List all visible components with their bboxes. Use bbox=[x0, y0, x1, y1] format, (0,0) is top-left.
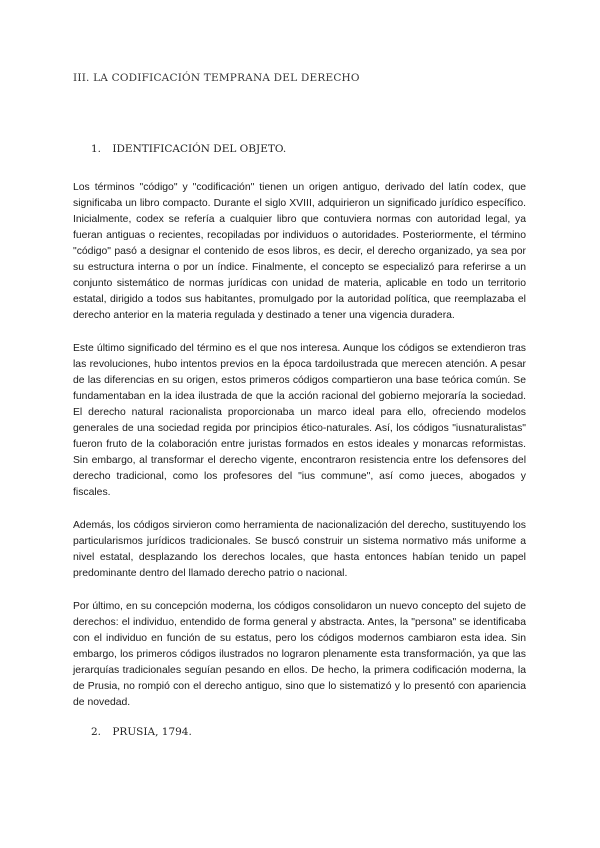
paragraph: Los términos "código" y "codificación" tienen un origen antiguo, derivado del latín codex, que significaba un libro compacto. Durante el siglo XVIII, adquirieron un significado jurídico específico. Inicialmente, codex se refería a cualquier libro que contuviera normas con autoridad legal, ya fueran antiguas o recientes, recopiladas por individuos o autoridades. Posteriormente, el término "código" pasó a designar el contenido de esos libros, es decir, el derecho organizado, ya sea por su estructura interna o por un índice. Finalmente, el concepto se especializó para referirse a un conjunto sistemático de normas jurídicas con unidad de materia, aplicable en todo un territorio estatal, dirigido a todos sus habitantes, promulgado por la autoridad política, que reemplazaba el derecho anterior en la materia regulada y destinado a tener una vigencia duradera. bbox=[73, 182, 526, 321]
paragraph: Este último significado del término es el que nos interesa. Aunque los códigos se extendieron tras las revoluciones, hubo intentos previos en la época tardoilustrada que merecen atención. A pesar de las diferencias en su origen, estos primeros códigos compartieron una base teórica común. Se fundamentaban en la idea ilustrada de que la acción racional del gobierno mejoraría la sociedad. El derecho natural racionalista proporcionaba un marco ideal para ello, ofreciendo modelos generales de una sociedad regida por principios ético-naturales. Así, los códigos "iusnaturalistas" fueron fruto de la colaboración entre juristas formados en estos ideales y monarcas reformistas. Sin embargo, al transformar el derecho vigente, encontraron resistencia entre los defensores del derecho tradicional, como los profesores del "ius commune", así como jueces, abogados y fiscales. bbox=[73, 343, 526, 498]
section-heading-2 bbox=[91, 726, 192, 738]
section-number: 1. bbox=[91, 143, 102, 155]
section-title: IDENTIFICACIÓN DEL OBJETO. bbox=[112, 143, 287, 155]
section-body bbox=[73, 180, 526, 728]
paragraph: Además, los códigos sirvieron como herramienta de nacionalización del derecho, sustituyendo los particularismos jurídicos tradicionales. Se buscó construir un sistema normativo más uniforme a nivel estatal, desplazando los derechos locales, que hasta entonces habían tenido un papel predominante dentro del llamado derecho patrio o nacional. bbox=[73, 520, 526, 579]
section-title: PRUSIA, 1794. bbox=[112, 726, 192, 738]
section-heading-1 bbox=[91, 143, 286, 155]
section-number: 2. bbox=[91, 726, 102, 738]
paragraph: Por último, en su concepción moderna, los códigos consolidaron un nuevo concepto del sujeto de derechos: el individuo, entendido de forma general y abstracta. Antes, la "persona" se identificaba con el individuo en función de su estatus, pero los códigos modernos cambiaron esta idea. Sin embargo, los primeros códigos ilustrados no lograron plenamente esta transformación, ya que las jerarquías tradicionales seguían pesando en ellos. De hecho, la primera codificación moderna, la de Prusia, no rompió con el derecho antiguo, sino que lo sistematizó y lo presentó con apariencia de novedad. bbox=[73, 601, 526, 708]
chapter-title: III. LA CODIFICACIÓN TEMPRANA DEL DERECHO bbox=[73, 72, 360, 84]
